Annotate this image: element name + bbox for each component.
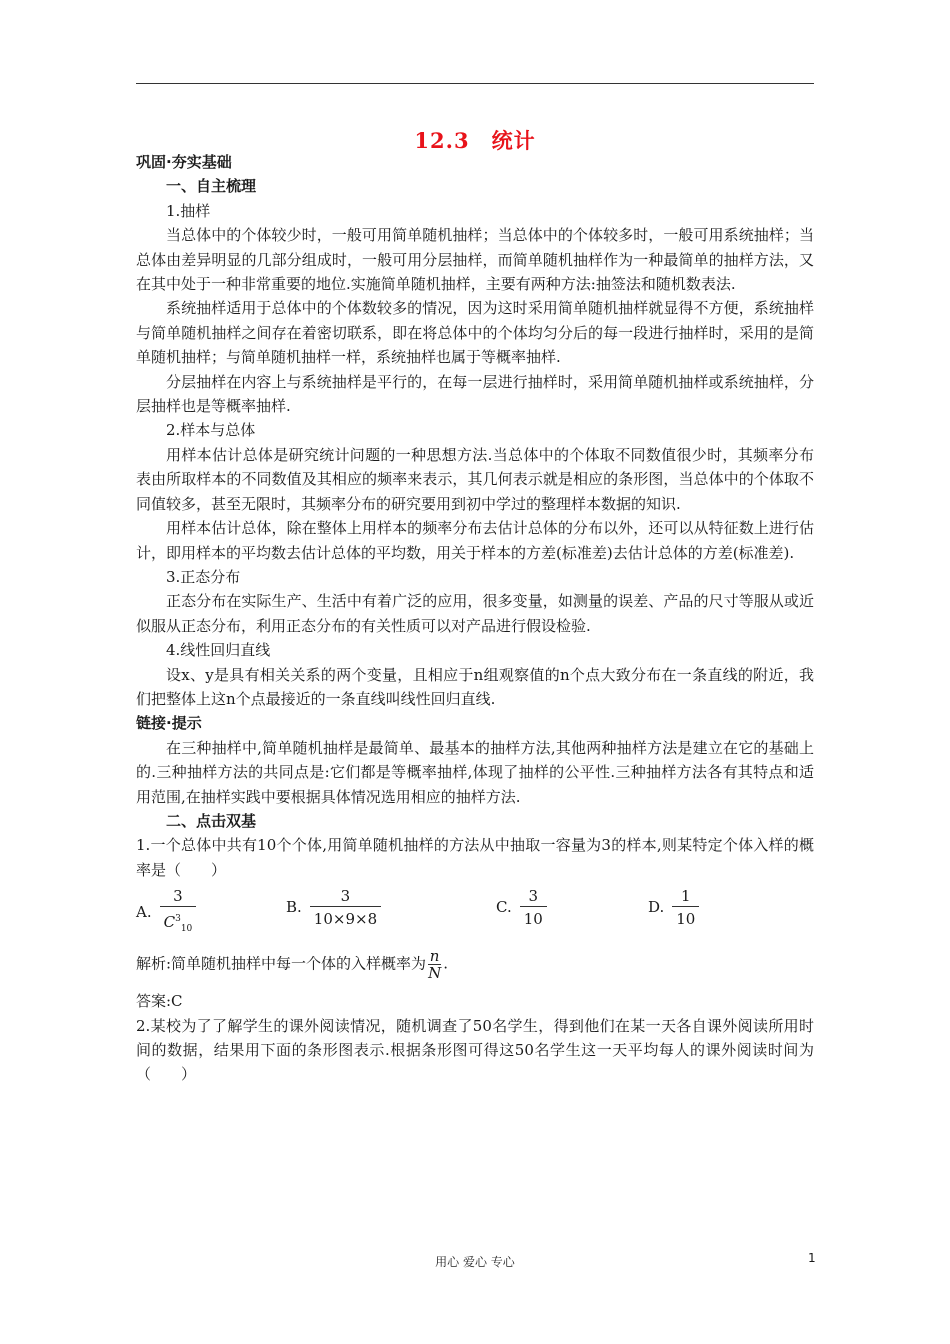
paragraph: 系统抽样适用于总体中的个体数较多的情况，因为这时采用简单随机抽样就显得不方便，系统抽样与简单随机抽样之间存在着密切联系，即在将总体中的个体均匀分后的每一段进行抽样时，采用的是简单随机抽样；与简单随机抽样一样，系统抽样也属于等概率抽样.	[136, 299, 814, 367]
answer-1: 答案:C	[136, 992, 183, 1011]
paragraph: 正态分布在实际生产、生活中有着广泛的应用，很多变量，如测量的误差、产品的尺寸等服从或近似服从正态分布，利用正态分布的有关性质可以对产品进行假设检验.	[136, 592, 814, 635]
paragraph: 在三种抽样中,简单随机抽样是最简单、最基本的抽样方法,其他两种抽样方法是建立在它的基础上的.三种抽样方法的共同点是:它们都是等概率抽样,体现了抽样的公平性.三种抽样方法各有其特点和适用范围,在抽样实践中要根据具体情况选用相应的抽样方法.	[136, 738, 814, 806]
fraction	[428, 948, 441, 981]
denominator: 10	[672, 906, 699, 929]
paragraph: 当总体中的个体较少时，一般可用简单随机抽样；当总体中的个体较多时，一般可用系统抽样；当总体由差异明显的几部分组成时，一般可用分层抽样，而简单随机抽样作为一种最简单的抽样方法，又在其中处于一种非常重要的地位.实施简单随机抽样，主要有两种方法:抽签法和随机数表法.	[136, 226, 814, 294]
fraction	[520, 886, 547, 929]
option-label: C.	[496, 898, 512, 917]
fraction	[310, 886, 381, 929]
paragraph: 用样本估计总体是研究统计问题的一种思想方法.当总体中的个体取不同数值很少时，其频率分布表由所取样本的不同数值及其相应的频率来表示，其几何表示就是相应的条形图，当总体中的个体取不同值较多，甚至无限时，其频率分布的研究要用到初中学过的整理样本数据的知识.	[136, 445, 814, 513]
page-title: 12.3 统计	[414, 128, 536, 153]
item-heading: 2.样本与总体	[166, 421, 256, 440]
header-rule	[136, 83, 814, 84]
combination-symbol: C	[163, 913, 176, 932]
answer-options	[136, 886, 814, 942]
solution-text: 解析:简单随机抽样中每一个体的入样概率为	[136, 954, 427, 973]
numerator: n	[429, 947, 440, 966]
option-b	[286, 886, 381, 929]
section-heading: 链接·提示	[136, 714, 202, 733]
question-2: 2.某校为了了解学生的课外阅读情况，随机调查了50名学生，得到他们在某一天各自课外阅读所用时间的数据，结果用下面的条形图表示.根据条形图可得这50名学生这一天平均每人的课外阅读时间为（ ）	[136, 1016, 814, 1084]
solution-end: .	[443, 954, 448, 973]
numerator: 3	[340, 887, 351, 906]
numerator: 3	[173, 887, 183, 906]
question-1: 1.一个总体中共有10个个体,用简单随机抽样的方法从中抽取一容量为3的样本,则某特定个体入样的概率是（ ）	[136, 836, 814, 879]
denominator: N	[428, 964, 442, 983]
option-label: D.	[648, 898, 665, 917]
superscript: 3	[175, 914, 181, 925]
page-footer: 用心 爱心 专心	[435, 1255, 515, 1269]
denominator	[160, 906, 197, 939]
denominator: 10	[520, 906, 547, 929]
numerator: 3	[528, 887, 539, 906]
page-number: 1	[808, 1251, 816, 1265]
document-body	[136, 150, 814, 1087]
option-d	[648, 886, 699, 929]
denominator: 10×9×8	[310, 906, 381, 929]
item-heading: 1.抽样	[166, 201, 211, 220]
subscript: 10	[180, 924, 193, 935]
solution-1	[136, 948, 814, 981]
item-heading: 4.线性回归直线	[166, 641, 271, 660]
numerator: 1	[681, 887, 691, 906]
subsection-heading: 二、点击双基	[166, 811, 257, 830]
fraction	[672, 886, 699, 929]
option-label: A.	[136, 903, 152, 922]
subsection-heading: 一、自主梳理	[166, 177, 257, 196]
section-heading: 巩固·夯实基础	[136, 153, 232, 171]
item-heading: 3.正态分布	[166, 567, 241, 586]
option-label: B.	[286, 898, 302, 917]
paragraph: 分层抽样在内容上与系统抽样是平行的，在每一层进行抽样时，采用简单随机抽样或系统抽样，分层抽样也是等概率抽样.	[136, 372, 814, 416]
option-a	[136, 886, 196, 939]
paragraph: 设x、y是具有相关关系的两个变量，且相应于n组观察值的n个点大致分布在一条直线的附近，我们把整体上这n个点最接近的一条直线叫线性回归直线.	[136, 665, 814, 708]
paragraph: 用样本估计总体，除在整体上用样本的频率分布去估计总体的分布以外，还可以从特征数上进行估计，即用样本的平均数去估计总体的平均数，用关于样本的方差(标准差)去估计总体的方差(标准差).	[136, 519, 814, 562]
fraction	[160, 886, 197, 939]
option-c	[496, 886, 547, 929]
